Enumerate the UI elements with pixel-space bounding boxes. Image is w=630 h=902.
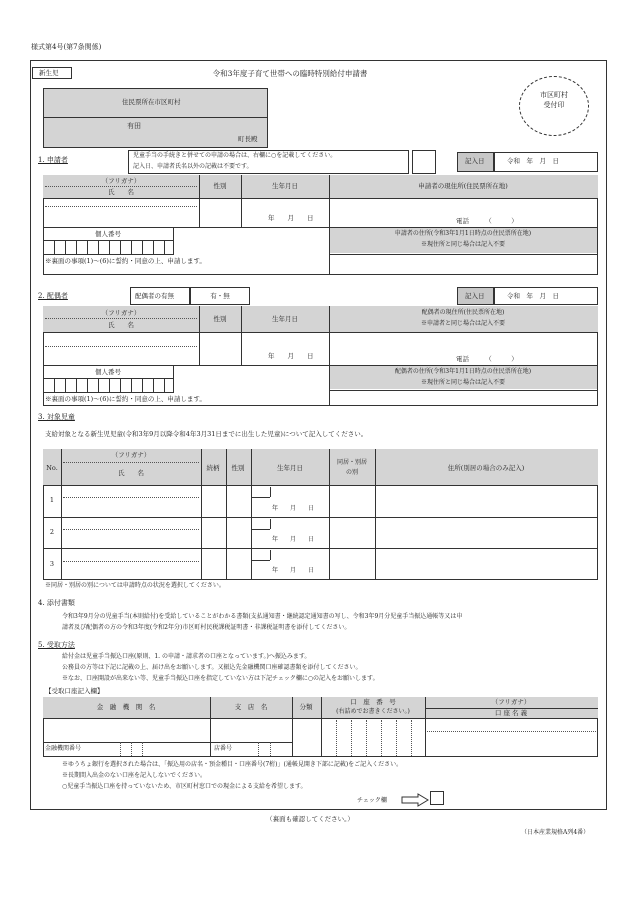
account-col-number-note: (右詰めでお書きください。) [336,708,410,715]
attachments-text2: 請者及び配偶者の方の令和3年度(令和2年分)市区町村民税課税証明書・非課税証明書を添付してください。 [62,624,351,631]
spouse-date-value: 令和 年 月 日 [507,292,559,300]
branch-code-field[interactable] [246,742,292,757]
spouse-name-field[interactable] [43,332,199,365]
applicant-name-label: 氏 名 [108,188,134,196]
child-row-2-name-field[interactable] [61,517,201,548]
branch-code-label: 店番号 [214,745,233,752]
child-row-3-address-field[interactable] [375,548,598,580]
account-furigana-field[interactable] [425,718,598,731]
child-row-2-address-field[interactable] [375,517,598,548]
arrow-right-icon [401,793,429,807]
applicant-dob-label: 生年月日 [272,182,298,190]
applicant-phone: 電話 （ ） [456,217,518,225]
payment-text3: ※なお、口座開設が出来ない等、児童手当振込口座を指定していない方は下記チェック欄に○の記入をお願いします。 [62,675,379,682]
account-col-number: 口 座 番 号 [350,698,396,706]
children-col-name: 氏 名 [118,469,144,477]
children-col-cohabitation1: 同居・別居 [336,459,368,466]
child-row-3-dob: 年 月 日 [272,567,315,574]
applicant-mynumber-label: 個人番号 [95,230,121,238]
spouse-furigana-label: （フリガナ） [101,309,141,317]
spouse-mynumber-label: 個人番号 [95,368,121,376]
branch-name-field[interactable] [210,718,292,742]
bank-name-field[interactable] [43,718,210,742]
footer-paper-size: （日本産業規格A列4番） [521,829,590,836]
account-category-field[interactable] [292,718,321,757]
applicant-dob-value: 年 月 日 [268,214,314,222]
spouse-sex-label: 性別 [213,315,227,323]
attachments-text1: 令和3年9月分の児童手当(本則給付)を受給していることがわかる書類(支払通知書・継続認定通知書の写し、令和3年9月分児童手当振込通帳等又は申 [62,613,463,620]
addressee-header: 住民票所在市区町村 [122,98,181,106]
account-holder-field[interactable] [425,731,598,757]
spouse-same-note: ※現住所と同じ場合は記入不要 [420,379,506,386]
applicant-jan-address-label: 申請者の住所(令和3年1月1日時点の住民票所在地) [394,230,532,237]
children-col-relationship: 続柄 [206,464,220,472]
child-allowance-mark-field[interactable] [412,150,436,174]
child-row-3-no: 3 [49,560,55,568]
spouse-jan-address-label: 配偶者の住所(令和3年1月1日時点の住民票所在地) [394,368,532,375]
spouse-jan-address-field[interactable] [329,390,598,406]
spouse-presence-value: 有・無 [210,292,230,300]
bank-code-label: 金融機関番号 [45,745,82,752]
section-applicant: 1. 申請者 [38,156,68,164]
spouse-address-field[interactable] [329,332,598,365]
spouse-pledge: ※裏面の事項(1)～(6)に誓約・同意の上、申請します。 [45,395,206,403]
applicant-date-label: 記入日 [465,157,485,165]
applicant-address-field[interactable] [329,198,598,227]
bank-code-field[interactable] [110,742,210,757]
section-attachments: 4. 添付書類 [38,599,75,607]
section-payment: 5. 受取方法 [38,641,75,649]
addressee-city: 有田 [127,122,141,130]
account-col-furigana: （フリガナ） [491,698,531,706]
stamp-line1: 市区町村 [540,91,568,99]
spouse-presence-label: 配偶者の有無 [135,292,174,300]
applicant-note2: 記入日、申請者氏名以外の記載は不要です。 [133,163,253,170]
child-row-1-dob: 年 月 日 [272,505,315,512]
spouse-mynumber-field[interactable] [43,378,174,393]
children-col-cohabitation2: の別 [345,469,359,476]
stamp-line2: 受付印 [543,101,565,109]
payment-note3: ○児童手当振込口座を持っていないため、市区町村窓口での現金による支給を希望します。 [62,783,307,790]
section-children: 3. 対象児童 [38,413,75,421]
footer-back-note: （裏面も確認してください。） [266,815,354,823]
account-col-category: 分類 [299,703,313,711]
spouse-address-note: ※申請者と同じ場合は記入不要 [420,320,506,327]
form-number: 様式第4号(第7条関係) [31,43,102,51]
child-row-1-address-field[interactable] [375,485,598,517]
account-col-bank: 金 融 機 関 名 [96,703,156,711]
applicant-note1: 児童手当の手続きと併せての申請の場合は、右欄に○を記載してください。 [133,152,337,159]
child-row-1-name-field[interactable] [61,485,201,517]
section-spouse: 2. 配偶者 [38,292,68,300]
children-col-address: 住所(別居の場合のみ記入) [447,464,525,472]
spouse-dob-label: 生年月日 [272,315,298,323]
addressee-box [43,88,268,148]
payment-text1: 給付金は児童手当振込口座(原則、1. の申請・請求者の口座となっています。)へ振込みます。 [62,653,311,660]
applicant-name-field[interactable] [43,198,199,227]
child-row-3-name-field[interactable] [61,548,201,580]
account-number-field[interactable] [321,718,425,757]
applicant-pledge: ※裏面の事項(1)～(6)に誓約・同意の上、申請します。 [45,257,206,265]
payment-note2: ※長期間入出金のない口座を記入しないでください。 [62,772,207,779]
spouse-date-label: 記入日 [465,292,485,300]
cash-payment-checkbox[interactable] [430,791,444,805]
applicant-furigana-label: （フリガナ） [101,177,141,185]
children-col-dob: 生年月日 [277,464,303,472]
addressee-suffix: 町長殿 [238,135,258,143]
children-col-no: No. [46,464,58,472]
children-footnote: ※同居・別居の別については申請時点の状況を選択してください。 [45,582,225,589]
payment-text2: 公務員の方等は下記に記載の上、届け出をお願いします。又振込先金融機関口座確認書類を添付してください。 [62,664,362,671]
applicant-mynumber-field[interactable] [43,240,174,255]
child-row-2-dob: 年 月 日 [272,536,315,543]
spouse-name-label: 氏 名 [108,321,134,329]
payment-note1: ※ゆうちょ銀行を選択された場合は、「振込用の店名・預金種目・口座番号(7桁)」(通帳見開き下部に記載)をご記入ください。 [62,761,403,768]
applicant-same-note: ※現住所と同じ場合は記入不要 [420,241,506,248]
spouse-dob-value: 年 月 日 [268,352,314,360]
applicant-address-label: 申請者の現住所(住民票所在地) [418,182,508,190]
child-row-1-no: 1 [49,496,55,504]
form-title: 令和3年度子育て世帯への臨時特別給付申請書 [212,69,368,78]
children-intro: 支給対象となる新生児児童(令和3年9月以降令和4年3月31日までに出生した児童)について記入してください。 [45,430,368,438]
child-row-2-no: 2 [49,528,55,536]
applicant-date-value: 令和 年 月 日 [507,157,559,165]
applicant-jan-address-field[interactable] [329,254,598,275]
applicant-sex-label: 性別 [213,182,227,190]
spouse-phone: 電話 （ ） [456,355,518,363]
children-col-furigana: （フリガナ） [111,451,151,459]
account-col-holder: 口 座 名 義 [494,709,528,717]
children-col-sex: 性別 [231,464,245,472]
spouse-address-label: 配偶者の現住所(住民票所在地) [421,309,505,316]
account-col-branch: 支 店 名 [234,703,268,711]
newborn-tag-label: 新生児 [39,69,59,77]
check-label: チェック欄 [357,797,387,804]
account-heading: 【受取口座記入欄】 [45,687,104,695]
